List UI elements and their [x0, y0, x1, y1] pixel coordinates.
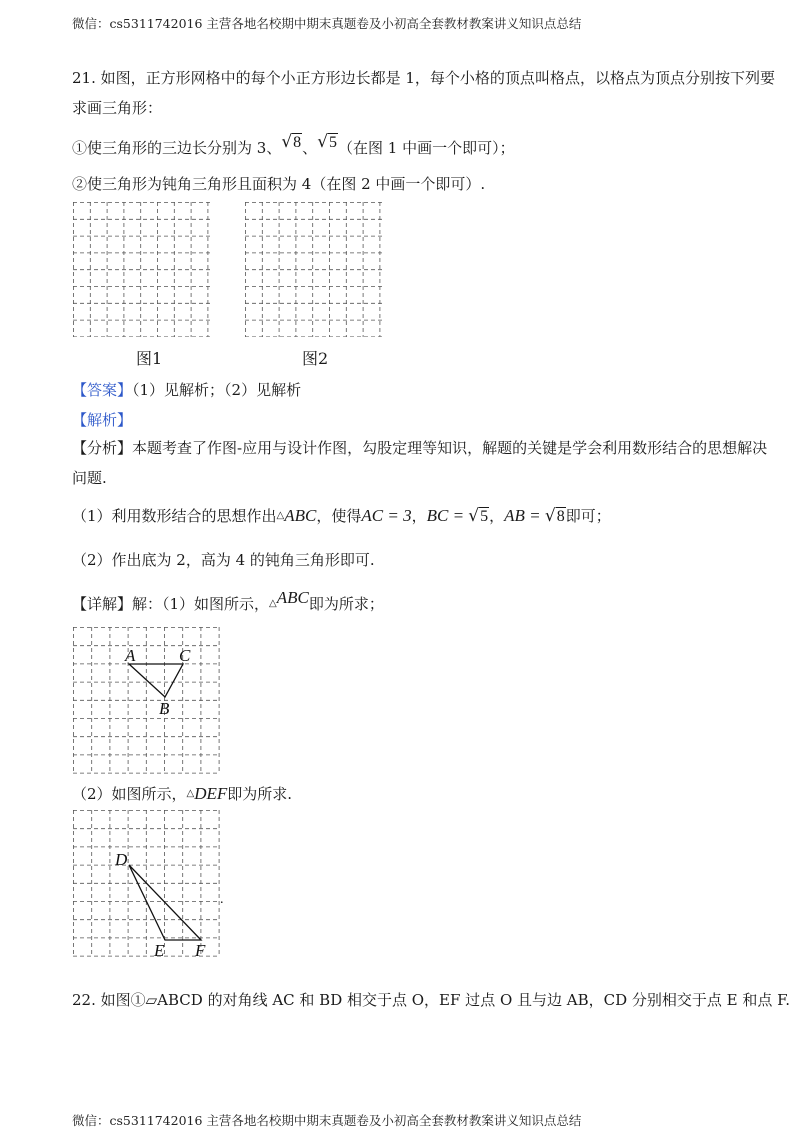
label-e: E: [154, 941, 165, 960]
analysis-line1: 【分析】本题考查了作图-应用与设计作图，勾股定理等知识，解题的关键是学会利用数形结合的思想解决: [72, 439, 768, 457]
p1-ac: AC = 3: [361, 506, 412, 525]
item1-sep: 、: [302, 139, 318, 157]
triangle-icon: △: [269, 598, 277, 609]
figure-def: [73, 810, 233, 960]
p1-comma2: ，: [489, 507, 505, 525]
analysis-tag: 【解析】: [72, 411, 133, 429]
sqrt5: √5: [317, 132, 338, 152]
detail-line1: [72, 588, 384, 614]
figure-abc: [73, 627, 221, 775]
detail2-tri: DEF: [194, 784, 228, 803]
label-d: D: [115, 850, 128, 869]
item1-prefix: ①使三角形的三边长分别为 3、: [72, 139, 282, 157]
detail-prefix: 【详解】解：（1）如图所示，: [72, 595, 270, 613]
p1-comma1: ，: [411, 507, 427, 525]
answer-line: [72, 380, 301, 400]
label-a: A: [125, 646, 136, 665]
figure1-caption: 图1: [136, 349, 163, 368]
triangle-abc: [129, 664, 183, 697]
sqrt5-bc: √5: [468, 506, 489, 526]
analysis-p2: （2）作出底为 2，高为 4 的钝角三角形即可.: [72, 551, 375, 569]
page-header: 微信：cs5311742016 主营各地名校期中期末真题卷及小初高全套教材教案讲义知识点总结: [72, 16, 582, 31]
answer-text: （1）见解析；（2）见解析: [132, 381, 302, 399]
trailing-dot: .: [220, 892, 224, 907]
label-b: B: [159, 699, 170, 718]
q22-line: 22. 如图①▱ABCD 的对角线 AC 和 BD 相交于点 O，EF 过点 O 且与边 AB，CD 分别相交于点 E 和点 F.: [72, 991, 791, 1009]
detail-line2: [72, 784, 292, 804]
figure2-grid: [245, 202, 382, 337]
p1-prefix: （1）利用数形结合的思想作出: [72, 507, 277, 525]
p1-tri: ABC: [284, 506, 317, 525]
sqrt8: √8: [281, 132, 302, 152]
q21-line2: 求画三角形：: [72, 99, 163, 117]
figure2-caption: 图2: [302, 349, 329, 368]
page-footer: 微信：cs5311742016 主营各地名校期中期末真题卷及小初高全套教材教案讲义知识点总结: [72, 1113, 582, 1128]
label-c: C: [179, 646, 191, 665]
q21-item1: [72, 132, 515, 158]
detail2-suffix: 即为所求.: [227, 785, 293, 803]
p1-bc: BC =: [426, 506, 469, 525]
p1-mid: ，使得: [316, 507, 362, 525]
analysis-p1: [72, 506, 611, 527]
p1-suffix: 即可；: [565, 507, 611, 525]
detail2-prefix: （2）如图所示，: [72, 785, 187, 803]
analysis-line2: 问题.: [72, 469, 107, 487]
detail-tri: ABC: [276, 588, 309, 607]
item1-suffix: （在图 1 中画一个即可）；: [338, 139, 515, 157]
p1-ab: AB =: [504, 506, 545, 525]
q21-line1: 21. 如图，正方形网格中的每个小正方形边长都是 1，每个小格的顶点叫格点，以格点为顶点分别按下列要: [72, 69, 775, 87]
label-f: F: [195, 941, 206, 960]
q21-item2: ②使三角形为钝角三角形且面积为 4（在图 2 中画一个即可）.: [72, 175, 486, 193]
answer-tag: 【答案】: [72, 381, 133, 399]
triangle-icon: △: [186, 788, 195, 799]
detail-suffix: 即为所求；: [308, 595, 384, 613]
figure1-grid: [73, 202, 210, 337]
triangle-icon: △: [276, 510, 285, 521]
sqrt8-ab: √8: [544, 506, 565, 526]
triangle-def: [129, 865, 201, 940]
